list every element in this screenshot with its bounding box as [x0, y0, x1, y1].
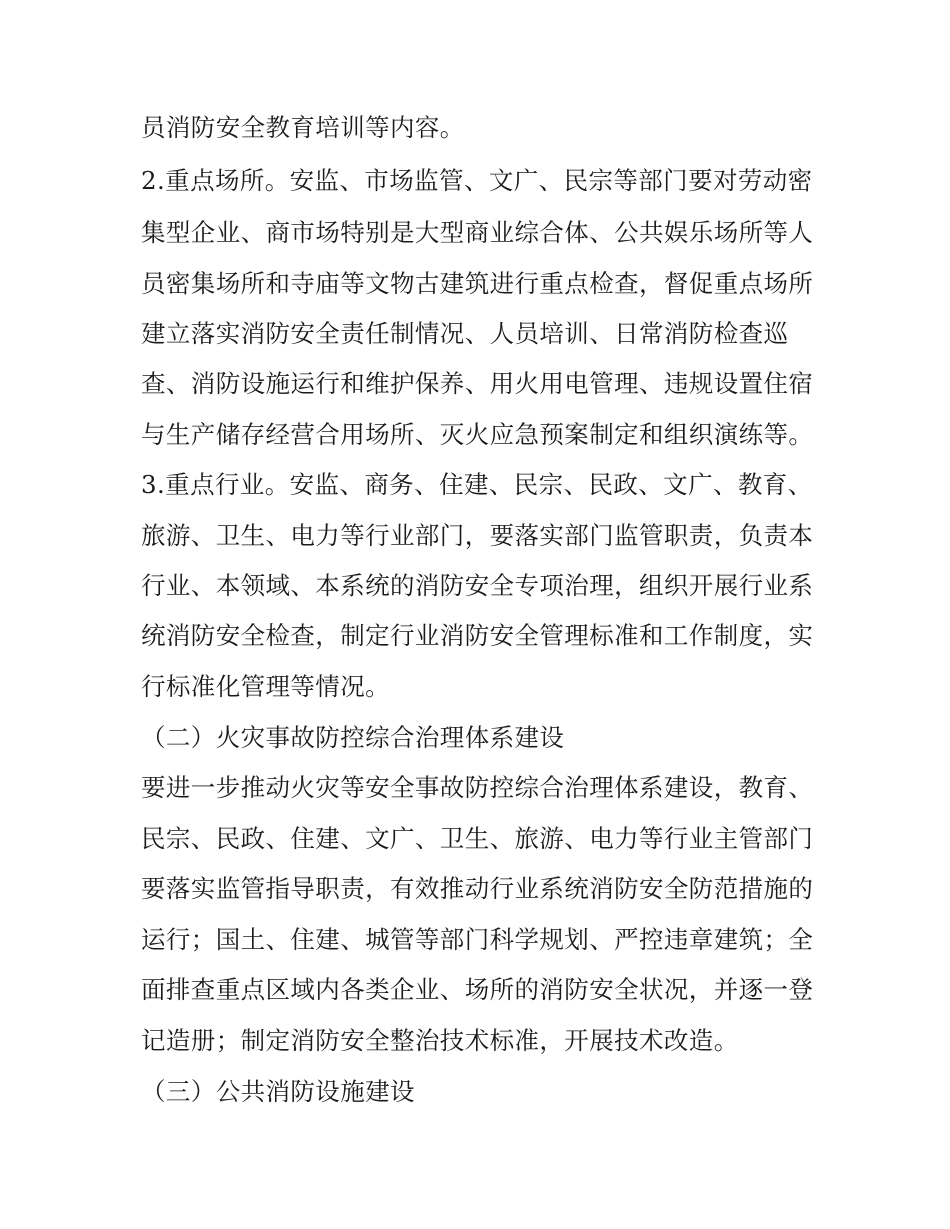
text-line: 运行；国土、住建、城管等部门科学规划、严控违章建筑；全: [141, 925, 814, 954]
text-line: 建立落实消防安全责任制情况、人员培训、日常消防检查巡: [141, 319, 789, 348]
section-heading: （三）公共消防设施建设: [141, 1077, 415, 1106]
text-line: 查、消防设施运行和维护保养、用火用电管理、违规设置住宿: [141, 369, 814, 398]
text-line: 行标准化管理等情况。: [141, 672, 390, 701]
text-line: 要进一步推动火灾等安全事故防控综合治理体系建设，教育、: [141, 773, 814, 802]
text-line: 旅游、卫生、电力等行业部门，要落实部门监管职责，负责本: [141, 521, 814, 550]
text-line: 记造册；制定消防安全整治技术标准，开展技术改造。: [141, 1026, 739, 1055]
section-heading: （二）火灾事故防控综合治理体系建设: [141, 723, 565, 752]
text-line: 民宗、民政、住建、文广、卫生、旅游、电力等行业主管部门: [141, 824, 814, 853]
text-line: 集型企业、商市场特别是大型商业综合体、公共娱乐场所等人: [141, 218, 814, 247]
text-line: 3.重点行业。安监、商务、住建、民宗、民政、文广、教育、: [141, 470, 813, 499]
text-line: 2.重点场所。安监、市场监管、文广、民宗等部门要对劳动密: [141, 166, 813, 195]
text-line: 与生产储存经营合用场所、灭火应急预案制定和组织演练等。: [141, 420, 814, 449]
text-line: 员密集场所和寺庙等文物古建筑进行重点检查，督促重点场所: [141, 269, 814, 298]
text-line: 要落实监管指导职责，有效推动行业系统消防安全防范措施的: [141, 874, 814, 903]
text-line: 统消防安全检查，制定行业消防安全管理标准和工作制度，实: [141, 621, 814, 650]
text-line: 员消防安全教育培训等内容。: [141, 113, 465, 142]
text-line: 行业、本领域、本系统的消防安全专项治理，组织开展行业系: [141, 571, 814, 600]
text-line: 面排查重点区域内各类企业、场所的消防安全状况，并逐一登: [141, 975, 814, 1004]
